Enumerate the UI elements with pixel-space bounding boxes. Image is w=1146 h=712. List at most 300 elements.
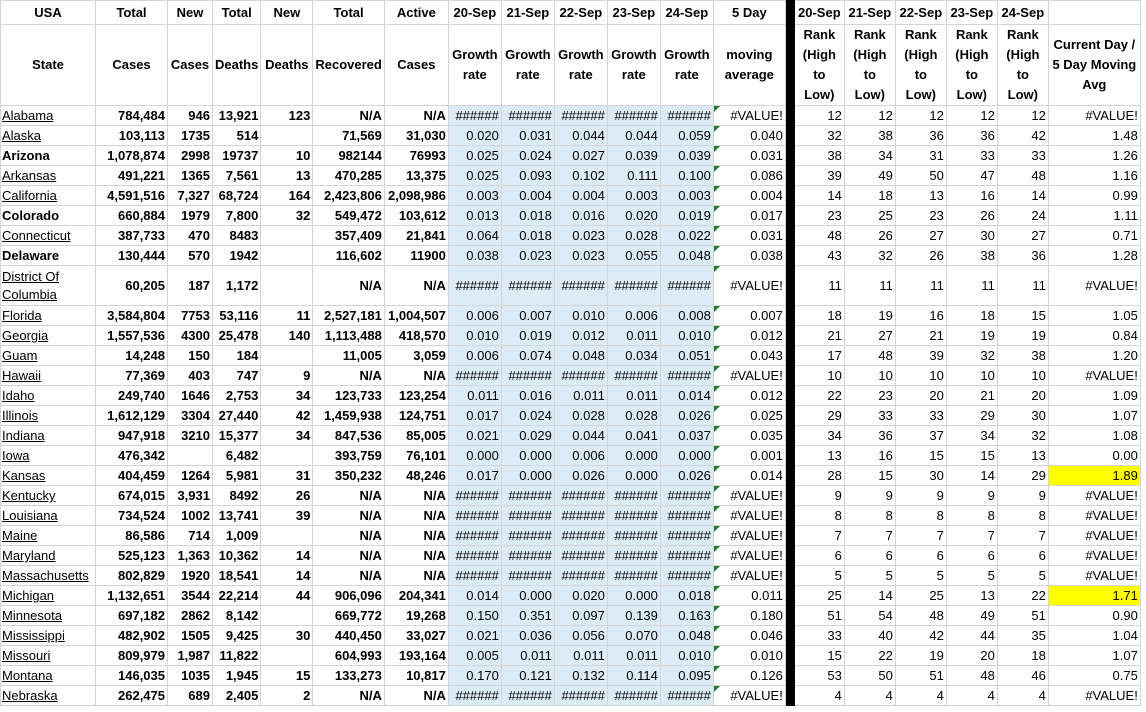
growth-rate-cell[interactable]: ###### — [501, 546, 554, 566]
rank-cell[interactable]: 4 — [946, 686, 997, 706]
new-cases-cell[interactable]: 1979 — [168, 206, 213, 226]
growth-rate-cell[interactable]: 0.005 — [448, 646, 501, 666]
rank-cell[interactable]: 8 — [895, 506, 946, 526]
ratio-cell[interactable]: 1.28 — [1048, 246, 1140, 266]
active-cases-cell[interactable]: N/A — [384, 526, 448, 546]
growth-rate-cell[interactable]: 0.048 — [660, 626, 713, 646]
moving-average-cell[interactable]: 0.035 — [713, 426, 785, 446]
rank-cell[interactable]: 43 — [794, 246, 844, 266]
growth-rate-cell[interactable]: 0.059 — [660, 126, 713, 146]
active-cases-cell[interactable]: 19,268 — [384, 606, 448, 626]
header-cell[interactable]: Rank (High to Low) — [895, 25, 946, 106]
total-cases-cell[interactable]: 3,584,804 — [96, 306, 168, 326]
header-cell[interactable]: USA — [1, 1, 96, 25]
state-name-cell[interactable]: Hawaii — [1, 366, 96, 386]
new-deaths-cell[interactable]: 2 — [261, 686, 313, 706]
rank-cell[interactable]: 38 — [844, 126, 895, 146]
total-cases-cell[interactable]: 77,369 — [96, 366, 168, 386]
growth-rate-cell[interactable]: 0.074 — [501, 346, 554, 366]
growth-rate-cell[interactable]: ###### — [501, 486, 554, 506]
growth-rate-cell[interactable]: 0.000 — [607, 446, 660, 466]
rank-cell[interactable]: 14 — [794, 186, 844, 206]
moving-average-cell[interactable]: 0.012 — [713, 386, 785, 406]
rank-cell[interactable]: 50 — [895, 166, 946, 186]
growth-rate-cell[interactable]: 0.006 — [448, 306, 501, 326]
growth-rate-cell[interactable]: 0.011 — [554, 386, 607, 406]
total-recovered-cell[interactable]: 440,450 — [313, 626, 384, 646]
growth-rate-cell[interactable]: 0.010 — [448, 326, 501, 346]
header-cell[interactable]: 22-Sep — [554, 1, 607, 25]
total-deaths-cell[interactable]: 184 — [213, 346, 261, 366]
new-cases-cell[interactable]: 150 — [168, 346, 213, 366]
growth-rate-cell[interactable]: 0.011 — [501, 646, 554, 666]
active-cases-cell[interactable]: N/A — [384, 266, 448, 306]
rank-cell[interactable]: 30 — [895, 466, 946, 486]
growth-rate-cell[interactable]: 0.023 — [501, 246, 554, 266]
moving-average-cell[interactable]: #VALUE! — [713, 526, 785, 546]
total-recovered-cell[interactable]: N/A — [313, 526, 384, 546]
rank-cell[interactable]: 22 — [794, 386, 844, 406]
rank-cell[interactable]: 5 — [895, 566, 946, 586]
growth-rate-cell[interactable]: 0.024 — [501, 146, 554, 166]
growth-rate-cell[interactable]: 0.021 — [448, 626, 501, 646]
new-cases-cell[interactable]: 4300 — [168, 326, 213, 346]
new-deaths-cell[interactable] — [261, 246, 313, 266]
growth-rate-cell[interactable]: 0.020 — [607, 206, 660, 226]
state-name-cell[interactable]: Alaska — [1, 126, 96, 146]
total-deaths-cell[interactable]: 8,142 — [213, 606, 261, 626]
active-cases-cell[interactable]: 31,030 — [384, 126, 448, 146]
rank-cell[interactable]: 42 — [895, 626, 946, 646]
moving-average-cell[interactable]: #VALUE! — [713, 566, 785, 586]
new-deaths-cell[interactable]: 34 — [261, 386, 313, 406]
state-name-cell[interactable]: District Of Columbia — [1, 266, 96, 306]
new-cases-cell[interactable]: 1264 — [168, 466, 213, 486]
rank-cell[interactable]: 13 — [946, 586, 997, 606]
total-deaths-cell[interactable]: 7,800 — [213, 206, 261, 226]
state-name-cell[interactable]: Guam — [1, 346, 96, 366]
growth-rate-cell[interactable]: 0.121 — [501, 666, 554, 686]
state-name-cell[interactable]: Kansas — [1, 466, 96, 486]
rank-cell[interactable]: 4 — [997, 686, 1048, 706]
rank-cell[interactable]: 30 — [946, 226, 997, 246]
state-name-cell[interactable]: Arizona — [1, 146, 96, 166]
rank-cell[interactable]: 47 — [946, 166, 997, 186]
rank-cell[interactable]: 11 — [946, 266, 997, 306]
rank-cell[interactable]: 22 — [844, 646, 895, 666]
total-deaths-cell[interactable]: 6,482 — [213, 446, 261, 466]
ratio-cell[interactable]: 1.09 — [1048, 386, 1140, 406]
total-deaths-cell[interactable]: 13,921 — [213, 106, 261, 126]
rank-cell[interactable]: 33 — [946, 146, 997, 166]
total-cases-cell[interactable]: 14,248 — [96, 346, 168, 366]
growth-rate-cell[interactable]: 0.000 — [501, 446, 554, 466]
growth-rate-cell[interactable]: ###### — [554, 366, 607, 386]
total-cases-cell[interactable]: 4,591,516 — [96, 186, 168, 206]
rank-cell[interactable]: 20 — [997, 386, 1048, 406]
ratio-cell[interactable]: 1.16 — [1048, 166, 1140, 186]
growth-rate-cell[interactable]: ###### — [448, 506, 501, 526]
active-cases-cell[interactable]: 76,101 — [384, 446, 448, 466]
rank-cell[interactable]: 36 — [997, 246, 1048, 266]
growth-rate-cell[interactable]: 0.000 — [501, 466, 554, 486]
header-cell[interactable]: New — [261, 1, 313, 25]
moving-average-cell[interactable]: 0.012 — [713, 326, 785, 346]
total-recovered-cell[interactable]: 982144 — [313, 146, 384, 166]
ratio-cell[interactable]: #VALUE! — [1048, 486, 1140, 506]
total-deaths-cell[interactable]: 514 — [213, 126, 261, 146]
total-recovered-cell[interactable]: 11,005 — [313, 346, 384, 366]
growth-rate-cell[interactable]: ###### — [660, 106, 713, 126]
new-cases-cell[interactable]: 7753 — [168, 306, 213, 326]
state-name-cell[interactable]: Colorado — [1, 206, 96, 226]
new-deaths-cell[interactable]: 30 — [261, 626, 313, 646]
active-cases-cell[interactable]: 48,246 — [384, 466, 448, 486]
ratio-cell[interactable]: 1.71 — [1048, 586, 1140, 606]
active-cases-cell[interactable]: N/A — [384, 546, 448, 566]
growth-rate-cell[interactable]: ###### — [448, 546, 501, 566]
rank-cell[interactable]: 33 — [895, 406, 946, 426]
total-recovered-cell[interactable]: N/A — [313, 106, 384, 126]
growth-rate-cell[interactable]: 0.051 — [660, 346, 713, 366]
header-cell[interactable]: Total — [96, 1, 168, 25]
total-cases-cell[interactable]: 1,132,651 — [96, 586, 168, 606]
active-cases-cell[interactable]: N/A — [384, 366, 448, 386]
active-cases-cell[interactable]: 10,817 — [384, 666, 448, 686]
rank-cell[interactable]: 10 — [997, 366, 1048, 386]
total-recovered-cell[interactable]: 71,569 — [313, 126, 384, 146]
rank-cell[interactable]: 49 — [844, 166, 895, 186]
rank-cell[interactable]: 15 — [997, 306, 1048, 326]
total-cases-cell[interactable]: 660,884 — [96, 206, 168, 226]
rank-cell[interactable]: 6 — [895, 546, 946, 566]
moving-average-cell[interactable]: 0.126 — [713, 666, 785, 686]
total-deaths-cell[interactable]: 15,377 — [213, 426, 261, 446]
growth-rate-cell[interactable]: ###### — [501, 106, 554, 126]
new-cases-cell[interactable]: 1365 — [168, 166, 213, 186]
total-cases-cell[interactable]: 103,113 — [96, 126, 168, 146]
new-cases-cell[interactable]: 714 — [168, 526, 213, 546]
rank-cell[interactable]: 10 — [895, 366, 946, 386]
rank-cell[interactable]: 7 — [844, 526, 895, 546]
growth-rate-cell[interactable]: 0.048 — [554, 346, 607, 366]
growth-rate-cell[interactable]: 0.025 — [448, 146, 501, 166]
active-cases-cell[interactable]: N/A — [384, 486, 448, 506]
total-cases-cell[interactable]: 387,733 — [96, 226, 168, 246]
growth-rate-cell[interactable]: 0.044 — [607, 126, 660, 146]
total-deaths-cell[interactable]: 1942 — [213, 246, 261, 266]
rank-cell[interactable]: 14 — [844, 586, 895, 606]
growth-rate-cell[interactable]: 0.070 — [607, 626, 660, 646]
total-deaths-cell[interactable]: 1,172 — [213, 266, 261, 306]
header-cell[interactable]: Growth rate — [660, 25, 713, 106]
new-deaths-cell[interactable] — [261, 346, 313, 366]
ratio-cell[interactable]: #VALUE! — [1048, 366, 1140, 386]
new-cases-cell[interactable]: 3304 — [168, 406, 213, 426]
growth-rate-cell[interactable]: 0.018 — [501, 226, 554, 246]
total-cases-cell[interactable]: 697,182 — [96, 606, 168, 626]
rank-cell[interactable]: 32 — [844, 246, 895, 266]
total-recovered-cell[interactable]: 123,733 — [313, 386, 384, 406]
rank-cell[interactable]: 21 — [794, 326, 844, 346]
new-cases-cell[interactable]: 946 — [168, 106, 213, 126]
new-deaths-cell[interactable]: 44 — [261, 586, 313, 606]
rank-cell[interactable]: 33 — [794, 626, 844, 646]
growth-rate-cell[interactable]: 0.093 — [501, 166, 554, 186]
rank-cell[interactable]: 10 — [844, 366, 895, 386]
rank-cell[interactable]: 36 — [844, 426, 895, 446]
moving-average-cell[interactable]: 0.086 — [713, 166, 785, 186]
moving-average-cell[interactable]: #VALUE! — [713, 266, 785, 306]
rank-cell[interactable]: 34 — [946, 426, 997, 446]
header-cell[interactable]: 23-Sep — [946, 1, 997, 25]
growth-rate-cell[interactable]: 0.044 — [554, 126, 607, 146]
active-cases-cell[interactable]: N/A — [384, 506, 448, 526]
rank-cell[interactable]: 26 — [895, 246, 946, 266]
active-cases-cell[interactable]: 13,375 — [384, 166, 448, 186]
growth-rate-cell[interactable]: ###### — [660, 526, 713, 546]
growth-rate-cell[interactable]: 0.170 — [448, 666, 501, 686]
growth-rate-cell[interactable]: 0.025 — [448, 166, 501, 186]
growth-rate-cell[interactable]: ###### — [501, 686, 554, 706]
total-deaths-cell[interactable]: 18,541 — [213, 566, 261, 586]
new-deaths-cell[interactable]: 11 — [261, 306, 313, 326]
moving-average-cell[interactable]: 0.011 — [713, 586, 785, 606]
total-deaths-cell[interactable]: 13,741 — [213, 506, 261, 526]
rank-cell[interactable]: 7 — [946, 526, 997, 546]
state-name-cell[interactable]: Delaware — [1, 246, 96, 266]
rank-cell[interactable]: 35 — [997, 626, 1048, 646]
header-cell[interactable]: Growth rate — [501, 25, 554, 106]
growth-rate-cell[interactable]: 0.026 — [660, 466, 713, 486]
rank-cell[interactable]: 5 — [844, 566, 895, 586]
moving-average-cell[interactable]: #VALUE! — [713, 106, 785, 126]
growth-rate-cell[interactable]: ###### — [660, 506, 713, 526]
new-cases-cell[interactable]: 7,327 — [168, 186, 213, 206]
header-cell[interactable]: Current Day / 5 Day Moving Avg — [1048, 25, 1140, 106]
active-cases-cell[interactable]: 1,004,507 — [384, 306, 448, 326]
state-name-cell[interactable]: Michigan — [1, 586, 96, 606]
new-cases-cell[interactable]: 3544 — [168, 586, 213, 606]
new-deaths-cell[interactable]: 140 — [261, 326, 313, 346]
ratio-cell[interactable]: 1.11 — [1048, 206, 1140, 226]
new-deaths-cell[interactable] — [261, 606, 313, 626]
rank-cell[interactable]: 12 — [794, 106, 844, 126]
active-cases-cell[interactable]: 85,005 — [384, 426, 448, 446]
growth-rate-cell[interactable]: 0.017 — [448, 406, 501, 426]
total-cases-cell[interactable]: 262,475 — [96, 686, 168, 706]
ratio-cell[interactable]: 0.00 — [1048, 446, 1140, 466]
total-deaths-cell[interactable]: 25,478 — [213, 326, 261, 346]
header-cell[interactable]: Growth rate — [607, 25, 660, 106]
growth-rate-cell[interactable]: ###### — [501, 566, 554, 586]
header-cell[interactable]: Total — [313, 1, 384, 25]
rank-cell[interactable]: 22 — [997, 586, 1048, 606]
active-cases-cell[interactable]: 21,841 — [384, 226, 448, 246]
rank-cell[interactable]: 51 — [895, 666, 946, 686]
new-cases-cell[interactable]: 570 — [168, 246, 213, 266]
rank-cell[interactable]: 18 — [997, 646, 1048, 666]
header-cell[interactable]: Deaths — [261, 25, 313, 106]
rank-cell[interactable]: 25 — [794, 586, 844, 606]
new-deaths-cell[interactable]: 39 — [261, 506, 313, 526]
growth-rate-cell[interactable]: 0.037 — [660, 426, 713, 446]
growth-rate-cell[interactable]: 0.351 — [501, 606, 554, 626]
rank-cell[interactable]: 13 — [895, 186, 946, 206]
total-recovered-cell[interactable]: N/A — [313, 506, 384, 526]
rank-cell[interactable]: 27 — [997, 226, 1048, 246]
growth-rate-cell[interactable]: ###### — [554, 486, 607, 506]
moving-average-cell[interactable]: 0.025 — [713, 406, 785, 426]
ratio-cell[interactable]: 0.90 — [1048, 606, 1140, 626]
total-recovered-cell[interactable]: 393,759 — [313, 446, 384, 466]
growth-rate-cell[interactable]: 0.003 — [660, 186, 713, 206]
growth-rate-cell[interactable]: 0.056 — [554, 626, 607, 646]
header-cell[interactable]: Cases — [168, 25, 213, 106]
rank-cell[interactable]: 9 — [895, 486, 946, 506]
total-cases-cell[interactable]: 802,829 — [96, 566, 168, 586]
rank-cell[interactable]: 20 — [895, 386, 946, 406]
growth-rate-cell[interactable]: ###### — [660, 266, 713, 306]
growth-rate-cell[interactable]: 0.000 — [607, 586, 660, 606]
growth-rate-cell[interactable]: 0.028 — [607, 226, 660, 246]
rank-cell[interactable]: 11 — [844, 266, 895, 306]
new-cases-cell[interactable]: 689 — [168, 686, 213, 706]
state-name-cell[interactable]: Mississippi — [1, 626, 96, 646]
new-cases-cell[interactable]: 1735 — [168, 126, 213, 146]
total-recovered-cell[interactable]: N/A — [313, 266, 384, 306]
rank-cell[interactable]: 21 — [946, 386, 997, 406]
rank-cell[interactable]: 34 — [844, 146, 895, 166]
header-cell[interactable]: 23-Sep — [607, 1, 660, 25]
rank-cell[interactable]: 6 — [794, 546, 844, 566]
growth-rate-cell[interactable]: 0.013 — [448, 206, 501, 226]
rank-cell[interactable]: 13 — [997, 446, 1048, 466]
growth-rate-cell[interactable]: 0.007 — [501, 306, 554, 326]
header-cell[interactable]: 21-Sep — [844, 1, 895, 25]
ratio-cell[interactable]: 1.89 — [1048, 466, 1140, 486]
rank-cell[interactable]: 37 — [895, 426, 946, 446]
active-cases-cell[interactable]: 76993 — [384, 146, 448, 166]
rank-cell[interactable]: 46 — [997, 666, 1048, 686]
header-cell[interactable]: Cases — [96, 25, 168, 106]
growth-rate-cell[interactable]: 0.031 — [501, 126, 554, 146]
rank-cell[interactable]: 48 — [997, 166, 1048, 186]
active-cases-cell[interactable]: 123,254 — [384, 386, 448, 406]
total-deaths-cell[interactable]: 8483 — [213, 226, 261, 246]
growth-rate-cell[interactable]: ###### — [660, 566, 713, 586]
total-deaths-cell[interactable]: 9,425 — [213, 626, 261, 646]
rank-cell[interactable]: 15 — [895, 446, 946, 466]
growth-rate-cell[interactable]: 0.064 — [448, 226, 501, 246]
growth-rate-cell[interactable]: 0.111 — [607, 166, 660, 186]
total-cases-cell[interactable]: 525,123 — [96, 546, 168, 566]
new-cases-cell[interactable]: 2998 — [168, 146, 213, 166]
growth-rate-cell[interactable]: 0.114 — [607, 666, 660, 686]
growth-rate-cell[interactable]: 0.020 — [554, 586, 607, 606]
rank-cell[interactable]: 53 — [794, 666, 844, 686]
new-cases-cell[interactable]: 3,931 — [168, 486, 213, 506]
new-cases-cell[interactable]: 1,987 — [168, 646, 213, 666]
total-cases-cell[interactable]: 1,612,129 — [96, 406, 168, 426]
new-deaths-cell[interactable]: 26 — [261, 486, 313, 506]
state-name-cell[interactable]: Maine — [1, 526, 96, 546]
new-cases-cell[interactable]: 470 — [168, 226, 213, 246]
growth-rate-cell[interactable]: ###### — [554, 266, 607, 306]
rank-cell[interactable]: 19 — [997, 326, 1048, 346]
growth-rate-cell[interactable]: 0.006 — [554, 446, 607, 466]
ratio-cell[interactable]: #VALUE! — [1048, 526, 1140, 546]
header-cell[interactable]: Growth rate — [554, 25, 607, 106]
total-recovered-cell[interactable]: 669,772 — [313, 606, 384, 626]
growth-rate-cell[interactable]: 0.027 — [554, 146, 607, 166]
rank-cell[interactable]: 33 — [844, 406, 895, 426]
growth-rate-cell[interactable]: 0.003 — [607, 186, 660, 206]
new-deaths-cell[interactable]: 34 — [261, 426, 313, 446]
rank-cell[interactable]: 44 — [946, 626, 997, 646]
growth-rate-cell[interactable]: ###### — [501, 526, 554, 546]
total-recovered-cell[interactable]: 906,096 — [313, 586, 384, 606]
total-recovered-cell[interactable]: 116,602 — [313, 246, 384, 266]
ratio-cell[interactable]: 1.08 — [1048, 426, 1140, 446]
moving-average-cell[interactable]: 0.046 — [713, 626, 785, 646]
growth-rate-cell[interactable]: 0.039 — [607, 146, 660, 166]
rank-cell[interactable]: 14 — [997, 186, 1048, 206]
growth-rate-cell[interactable]: ###### — [448, 266, 501, 306]
rank-cell[interactable]: 12 — [895, 106, 946, 126]
ratio-cell[interactable]: 1.26 — [1048, 146, 1140, 166]
rank-cell[interactable]: 17 — [794, 346, 844, 366]
growth-rate-cell[interactable]: ###### — [607, 686, 660, 706]
rank-cell[interactable]: 29 — [997, 466, 1048, 486]
rank-cell[interactable]: 36 — [946, 126, 997, 146]
total-recovered-cell[interactable]: N/A — [313, 546, 384, 566]
ratio-cell[interactable]: #VALUE! — [1048, 506, 1140, 526]
total-cases-cell[interactable]: 1,078,874 — [96, 146, 168, 166]
growth-rate-cell[interactable]: 0.039 — [660, 146, 713, 166]
total-deaths-cell[interactable]: 7,561 — [213, 166, 261, 186]
total-cases-cell[interactable]: 404,459 — [96, 466, 168, 486]
header-cell[interactable]: Rank (High to Low) — [946, 25, 997, 106]
moving-average-cell[interactable]: #VALUE! — [713, 366, 785, 386]
growth-rate-cell[interactable]: 0.023 — [554, 226, 607, 246]
state-name-cell[interactable]: California — [1, 186, 96, 206]
rank-cell[interactable]: 10 — [946, 366, 997, 386]
growth-rate-cell[interactable]: 0.011 — [448, 386, 501, 406]
active-cases-cell[interactable]: 103,612 — [384, 206, 448, 226]
rank-cell[interactable]: 50 — [844, 666, 895, 686]
new-deaths-cell[interactable] — [261, 266, 313, 306]
state-name-cell[interactable]: Minnesota — [1, 606, 96, 626]
growth-rate-cell[interactable]: 0.026 — [554, 466, 607, 486]
rank-cell[interactable]: 15 — [794, 646, 844, 666]
header-cell[interactable]: Recovered — [313, 25, 384, 106]
ratio-cell[interactable]: 1.48 — [1048, 126, 1140, 146]
ratio-cell[interactable]: 1.05 — [1048, 306, 1140, 326]
total-recovered-cell[interactable]: 2,423,806 — [313, 186, 384, 206]
growth-rate-cell[interactable]: ###### — [607, 486, 660, 506]
rank-cell[interactable]: 19 — [895, 646, 946, 666]
growth-rate-cell[interactable]: ###### — [554, 506, 607, 526]
rank-cell[interactable]: 16 — [844, 446, 895, 466]
new-deaths-cell[interactable] — [261, 526, 313, 546]
rank-cell[interactable]: 24 — [997, 206, 1048, 226]
total-recovered-cell[interactable]: 847,536 — [313, 426, 384, 446]
active-cases-cell[interactable]: 124,751 — [384, 406, 448, 426]
growth-rate-cell[interactable]: ###### — [501, 266, 554, 306]
new-cases-cell[interactable]: 1035 — [168, 666, 213, 686]
rank-cell[interactable]: 5 — [997, 566, 1048, 586]
